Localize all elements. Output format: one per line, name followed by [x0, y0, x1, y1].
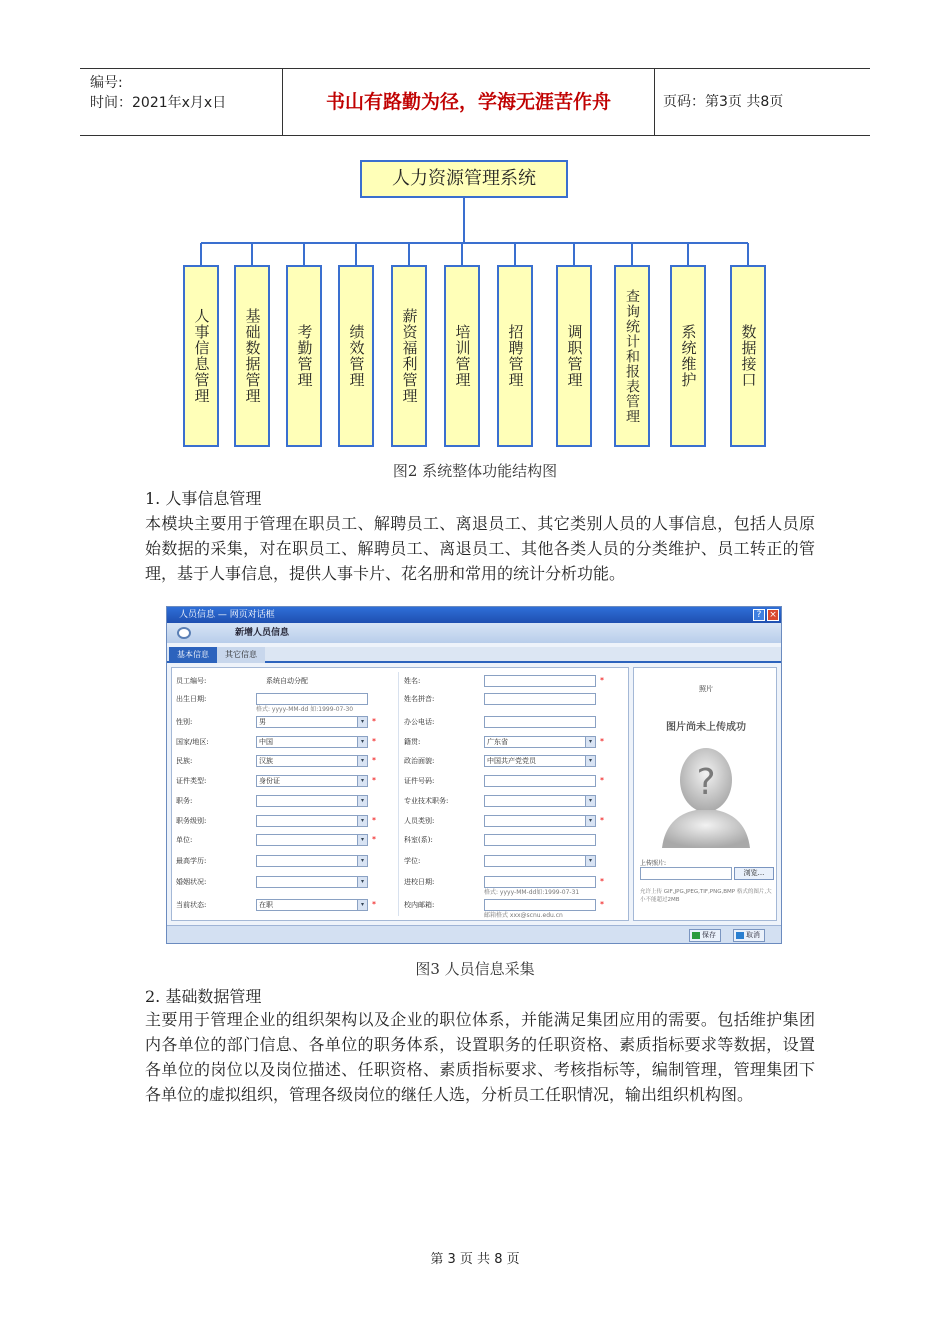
chevron-down-icon[interactable]: ▾ [357, 856, 367, 866]
org-node-10: 系统维护 [670, 265, 706, 447]
field-value: 中国 [259, 738, 273, 746]
field-label: 出生日期: [176, 695, 207, 703]
field-value: 在职 [259, 901, 273, 909]
field-label: 国家/地区: [176, 738, 209, 746]
dialog-tabs [167, 647, 781, 663]
field-label: 职务级别: [176, 817, 207, 825]
field-value: 中国共产党党员 [487, 757, 536, 765]
field-select[interactable] [484, 736, 596, 748]
required-marker: * [600, 816, 604, 825]
person-form [171, 667, 629, 921]
chevron-down-icon[interactable]: ▾ [357, 835, 367, 845]
required-marker: * [372, 756, 376, 765]
field-select[interactable] [484, 855, 596, 867]
field-label: 民族: [176, 757, 193, 765]
chevron-down-icon[interactable]: ▾ [357, 816, 367, 826]
required-marker: * [372, 816, 376, 825]
form-row [172, 754, 630, 774]
header-motto: 书山有路勤为径，学海无涯苦作舟 [282, 69, 655, 135]
org-node-5: 薪资福利管理 [391, 265, 427, 447]
chevron-down-icon[interactable]: ▾ [357, 737, 367, 747]
field-input[interactable] [484, 834, 596, 846]
save-icon [692, 932, 700, 939]
logo-disc-icon [177, 627, 191, 639]
field-input[interactable] [484, 675, 596, 687]
form-row [172, 715, 630, 735]
header-meta [80, 69, 282, 135]
field-label: 籍贯: [404, 738, 421, 746]
org-chart [170, 155, 780, 455]
required-marker: * [600, 776, 604, 785]
field-label: 性别: [176, 718, 193, 726]
photo-placeholder-text: 图片尚未上传成功 [666, 722, 746, 733]
field-value: 身份证 [259, 777, 280, 785]
form-row [172, 692, 630, 712]
required-marker: * [600, 900, 604, 909]
figure2-caption: 图2 系统整体功能结构图 [392, 462, 558, 480]
field-value: 男 [259, 718, 266, 726]
browse-button[interactable]: 浏览... [734, 867, 774, 880]
chevron-down-icon[interactable]: ▾ [357, 756, 367, 766]
chevron-down-icon[interactable]: ▾ [357, 796, 367, 806]
upload-label: 上传照片: [640, 860, 667, 867]
org-node-9: 查询统计和报表管理 [614, 265, 650, 447]
close-icon[interactable]: × [767, 609, 779, 621]
upload-note: 允许上传 GIF,JPG,JPEG,TIF,PNG,BMP 格式的图片,大小不能超过2MB [640, 889, 772, 903]
field-label: 最高学历: [176, 857, 207, 865]
field-label: 职务: [176, 797, 193, 805]
field-label: 学位: [404, 857, 421, 865]
org-node-7: 招聘管理 [497, 265, 533, 447]
dialog-heading-band [167, 623, 781, 643]
section2-title: 2. 基础数据管理 [145, 987, 262, 1006]
person-silhouette-icon [656, 738, 756, 848]
field-label: 员工编号: [176, 677, 207, 685]
person-info-dialog [166, 606, 782, 944]
field-hint: 格式: yyyy-MM-dd如:1999-07-31 [484, 889, 580, 896]
field-hint: 邮箱格式 xxx@scnu.edu.cn [484, 912, 563, 919]
field-label: 当前状态: [176, 901, 207, 909]
field-label: 进校日期: [404, 878, 435, 886]
page-footer: 第 3 页 共 8 页 [430, 1252, 520, 1267]
required-marker: * [372, 737, 376, 746]
save-button[interactable]: 保存 [689, 929, 721, 942]
field-label: 办公电话: [404, 718, 435, 726]
help-icon[interactable]: ? [753, 609, 765, 621]
form-row [172, 794, 630, 814]
form-row [172, 674, 630, 694]
header-page-info: 页码：第3页 共8页 [663, 94, 784, 110]
dialog-footer [167, 925, 781, 943]
chevron-down-icon[interactable]: ▾ [585, 816, 595, 826]
cancel-button[interactable]: 取消 [733, 929, 765, 942]
field-label: 人员类别: [404, 817, 435, 825]
field-label: 单位: [176, 836, 193, 844]
field-label: 政治面貌: [404, 757, 435, 765]
dialog-heading: 新增人员信息 [235, 628, 290, 638]
chevron-down-icon[interactable]: ▾ [357, 900, 367, 910]
org-node-4: 绩效管理 [338, 265, 374, 447]
figure3-caption: 图3 人员信息采集 [415, 960, 535, 978]
org-node-8: 调职管理 [556, 265, 592, 447]
cancel-icon [736, 932, 744, 939]
serial-label: 编号: [90, 75, 123, 91]
required-marker: * [372, 776, 376, 785]
section1-title: 1. 人事信息管理 [145, 489, 262, 508]
required-marker: * [372, 900, 376, 909]
field-input[interactable] [484, 899, 596, 911]
form-row [172, 735, 630, 755]
column-divider [398, 672, 399, 916]
field-label: 证件号码: [404, 777, 435, 785]
field-label: 姓名: [404, 677, 421, 685]
field-label: 婚姻状况: [176, 878, 207, 886]
form-row [172, 854, 630, 874]
tab-basic-info[interactable]: 基本信息 [169, 647, 217, 663]
field-label: 校内邮箱: [404, 901, 435, 909]
field-label: 科室(系): [404, 836, 433, 844]
required-marker: * [372, 717, 376, 726]
field-label: 专业技术职务: [404, 797, 449, 805]
form-row [172, 875, 630, 895]
time-label: 时间：2021年x月x日 [90, 95, 227, 111]
field-value: 广东省 [487, 738, 508, 746]
svg-text:?: ? [696, 762, 716, 803]
field-select[interactable] [484, 795, 596, 807]
dialog-titlebar [167, 607, 781, 623]
field-value: 汉族 [259, 757, 273, 765]
dialog-window-title: 人员信息 — 网页对话框 [179, 610, 275, 620]
section2-body: 主要用于管理企业的组织架构以及企业的职位体系，并能满足集团应用的需要。包括维护集团内各单位的部门信息、各单位的职务体系，设置职务的任职资格、素质指标要求等数据，设置各单位的岗位以及岗位描述、任职资格、素质指标要求、考核指标等，编制管理，管理集团下各单位的虚拟组织，管理各级岗位的继任人选，分析员工任职情况，输出组织机构图。 [145, 1010, 815, 1104]
tab-other-info[interactable]: 其它信息 [217, 647, 265, 663]
form-row [172, 814, 630, 834]
org-node-3: 考勤管理 [286, 265, 322, 447]
form-row [172, 833, 630, 853]
field-select[interactable] [484, 755, 596, 767]
photo-panel [633, 667, 777, 921]
form-row [172, 898, 630, 918]
org-node-6: 培训管理 [444, 265, 480, 447]
required-marker: * [372, 835, 376, 844]
form-row [172, 774, 630, 794]
chevron-down-icon[interactable]: ▾ [585, 796, 595, 806]
field-input[interactable] [484, 693, 596, 705]
org-node-11: 数据接口 [730, 265, 766, 447]
required-marker: * [600, 676, 604, 685]
field-label: 姓名拼音: [404, 695, 435, 703]
page-header [80, 68, 870, 136]
required-marker: * [600, 737, 604, 746]
field-hint: 格式: yyyy-MM-dd 如:1999-07-30 [256, 706, 354, 713]
chevron-down-icon[interactable]: ▾ [585, 756, 595, 766]
field-select[interactable] [484, 815, 596, 827]
field-label: 证件类型: [176, 777, 207, 785]
chevron-down-icon[interactable]: ▾ [585, 737, 595, 747]
required-marker: * [600, 877, 604, 886]
org-node-1: 人事信息管理 [183, 265, 219, 447]
field-static-value: 系统自动分配 [266, 677, 308, 685]
chevron-down-icon[interactable]: ▾ [357, 877, 367, 887]
chevron-down-icon[interactable]: ▾ [357, 717, 367, 727]
field-input[interactable] [484, 716, 596, 728]
chevron-down-icon[interactable]: ▾ [357, 776, 367, 786]
section1-body: 本模块主要用于管理在职员工、解聘员工、离退员工、其它类别人员的人事信息，包括人员原始数据的采集，对在职员工、解聘员工、离退员工、其他各类人员的分类维护、员工转正的管理，基于人事信息，提供人事卡片、花名册和常用的统计分析功能。 [145, 514, 815, 583]
upload-file-input[interactable] [640, 867, 732, 880]
field-input[interactable] [484, 775, 596, 787]
field-input[interactable] [484, 876, 596, 888]
org-root-node: 人力资源管理系统 [360, 160, 568, 198]
photo-label: 照片 [699, 685, 713, 693]
chevron-down-icon[interactable]: ▾ [585, 856, 595, 866]
org-node-2: 基础数据管理 [234, 265, 270, 447]
